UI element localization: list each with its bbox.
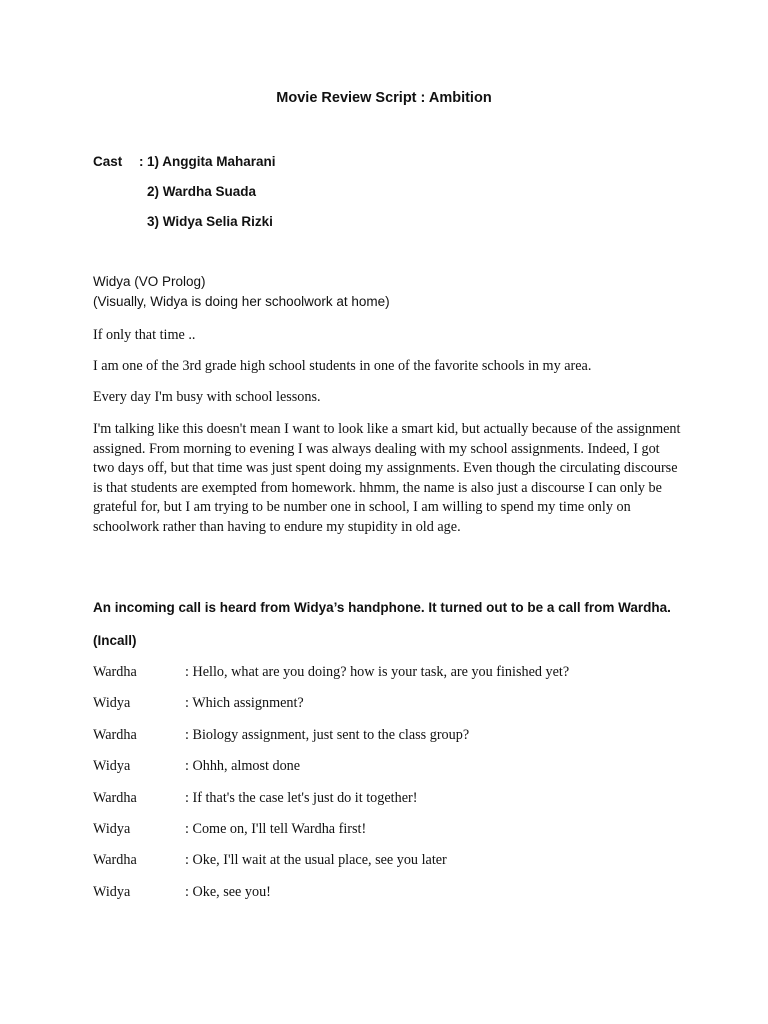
dialogue-line: : If that's the case let's just do it together! [185, 790, 418, 806]
prolog-line: I am one of the 3rd grade high school students in one of the favorite schools in my area. [93, 358, 592, 374]
prolog-paragraph: I'm talking like this doesn't mean I want to look like a smart kid, but actually because of the assignment assigned. From morning to evening I was always dealing with my school assignments. Indeed, I got two days off, but that time was just spent doing my assignments. Even though the circulating discourse is that students are exempted from homework. hhmm, the name is also just a discourse I can only be grateful for, but I am trying to be number one in school, I am willing to spend my time only on schoolwork rather than having to endure my stupidity in old age. [93, 421, 681, 535]
dialogue-line: : Hello, what are you doing? how is your task, are you finished yet? [185, 664, 570, 680]
dialogue-row [93, 821, 683, 841]
prolog-line: Every day I'm busy with school lessons. [93, 389, 321, 405]
dialogue-line: : Ohhh, almost done [185, 758, 301, 774]
cast-label: Cast [93, 154, 123, 169]
script-title: Movie Review Script : Ambition [276, 90, 492, 106]
dialogue-line: : Oke, I'll wait at the usual place, see you later [185, 852, 447, 868]
prolog-direction: (Visually, Widya is doing her schoolwork at home) [93, 294, 390, 309]
dialogue-line: : Oke, see you! [185, 884, 271, 900]
dialogue-speaker: Wardha [93, 852, 137, 868]
dialogue-speaker: Wardha [93, 790, 137, 806]
dialogue-row [93, 727, 683, 747]
dialogue-row [93, 790, 683, 810]
dialogue-speaker: Wardha [93, 664, 137, 680]
dialogue-line: : Come on, I'll tell Wardha first! [185, 821, 367, 837]
dialogue-row [93, 758, 683, 778]
dialogue-speaker: Widya [93, 821, 131, 837]
dialogue-row [93, 852, 683, 872]
scene-direction: An incoming call is heard from Widya’s handphone. It turned out to be a call from Wardha. [93, 600, 671, 615]
dialogue-row [93, 664, 683, 684]
dialogue-speaker: Widya [93, 695, 131, 711]
scene-tag: (Incall) [93, 633, 137, 648]
cast-member: 3) Widya Selia Rizki [147, 214, 273, 229]
dialogue-line: : Biology assignment, just sent to the class group? [185, 727, 470, 743]
dialogue-speaker: Widya [93, 884, 131, 900]
dialogue-line: : Which assignment? [185, 695, 304, 711]
cast-member: 1) Anggita Maharani [147, 154, 276, 169]
dialogue-speaker: Widya [93, 758, 131, 774]
prolog-line: If only that time .. [93, 327, 196, 343]
dialogue-speaker: Wardha [93, 727, 137, 743]
prolog-heading: Widya (VO Prolog) [93, 274, 206, 289]
cast-member: 2) Wardha Suada [147, 184, 257, 199]
dialogue-row [93, 695, 683, 715]
cast-colon: : [139, 154, 144, 169]
dialogue-row [93, 884, 683, 904]
